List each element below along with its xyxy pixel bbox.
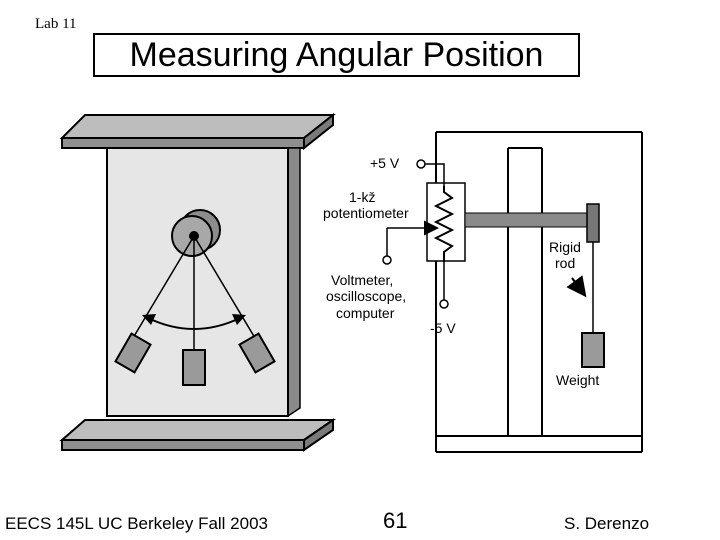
label-pot-1: 1-kž xyxy=(349,189,376,205)
label-minus-5v: -5 V xyxy=(430,320,456,336)
label-weight: Weight xyxy=(556,372,600,388)
left-frame xyxy=(62,115,333,450)
slide-title: Measuring Angular Position xyxy=(129,36,544,74)
footer-page-number: 61 xyxy=(383,508,408,533)
positive-terminal xyxy=(417,160,425,168)
right-stand xyxy=(383,132,642,452)
lab-label: Lab 11 xyxy=(35,16,77,32)
rod-pointer-arrow xyxy=(572,278,584,294)
rotation-shaft xyxy=(465,213,591,227)
label-meter-2: oscilloscope, xyxy=(326,288,407,304)
label-plus-5v: +5 V xyxy=(370,155,400,171)
label-rod-1: Rigid xyxy=(549,239,581,255)
shaft-end-cap xyxy=(587,204,599,242)
footer-author: S. Derenzo xyxy=(564,514,650,533)
output-terminal xyxy=(383,256,391,264)
label-meter-3: computer xyxy=(336,305,395,321)
label-meter-1: Voltmeter, xyxy=(331,272,394,288)
label-pot-2: potentiometer xyxy=(323,205,409,221)
rod-weight xyxy=(582,333,604,367)
negative-terminal xyxy=(440,300,448,308)
label-rod-2: rod xyxy=(555,255,576,271)
base-plate xyxy=(62,420,333,440)
top-plate xyxy=(62,115,333,138)
footer-course: EECS 145L UC Berkeley Fall 2003 xyxy=(5,514,269,533)
weight-center xyxy=(183,350,205,385)
